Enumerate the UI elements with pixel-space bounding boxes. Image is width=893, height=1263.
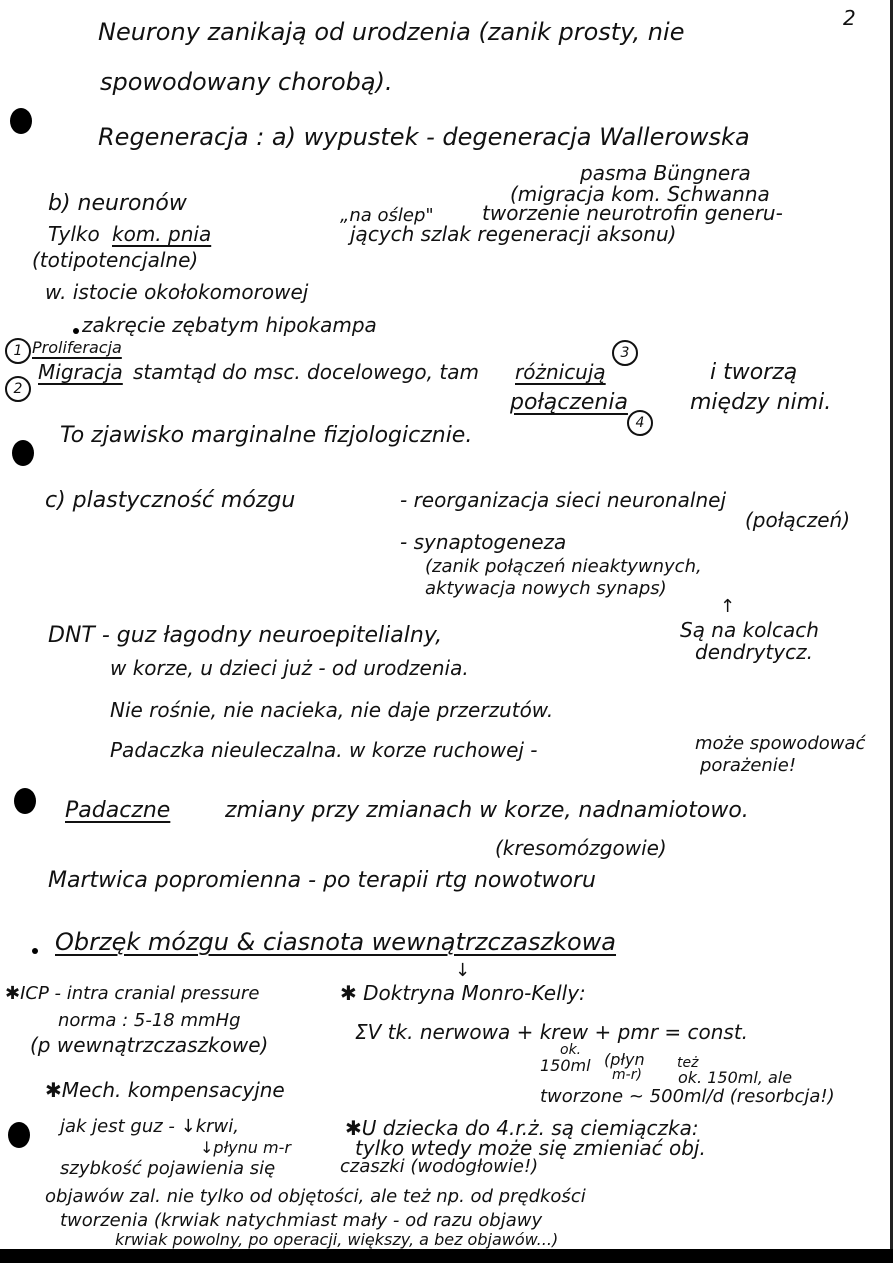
- note-line: - synaptogeneza: [400, 530, 567, 554]
- note-line: (totipotencjalne): [32, 248, 199, 272]
- circled-number-3: 3: [612, 340, 638, 366]
- note-line: - reorganizacja sieci neuronalnej: [400, 488, 726, 512]
- note-line: Nie rośnie, nie nacieka, nie daje przerzutów.: [110, 698, 554, 722]
- note-line: w. istocie okołokomorowej: [45, 280, 309, 304]
- note-line: tworzenie neurotrofin generu-: [482, 201, 783, 225]
- note-line: (kresomózgowie): [495, 836, 667, 860]
- note-line: ok. 150ml, ale: [678, 1068, 793, 1087]
- note-line: i tworzą: [710, 360, 798, 385]
- underlined-term: połączenia: [510, 390, 628, 415]
- note-line: „na oślep": [340, 205, 434, 226]
- arrow-down-icon: ↓: [455, 960, 471, 981]
- note-line: objawów zal. nie tylko od objętości, ale też np. od prędkości: [45, 1186, 586, 1207]
- note-line: jących szlak regeneracji aksonu): [350, 222, 677, 246]
- note-line: (zanik połączeń nieaktywnych,: [425, 556, 702, 577]
- arrow-up-icon: ↑: [720, 596, 736, 617]
- circled-number-2: 2: [5, 376, 31, 402]
- note-line: dendrytycz.: [695, 640, 813, 664]
- note-line: Padaczka nieuleczalna. w korze ruchowej -: [110, 738, 538, 762]
- note-line: (migracja kom. Schwanna: [510, 182, 770, 206]
- note-line: w korze, u dzieci już - od urodzenia.: [110, 656, 469, 680]
- circled-number-4: 4: [627, 410, 653, 436]
- page-number: 2: [843, 6, 856, 30]
- note-line: może spowodować: [695, 733, 866, 754]
- dot-icon: [32, 948, 38, 954]
- note-line: ΣV tk. nerwowa + krew + pmr = const.: [355, 1020, 749, 1044]
- note-line: między nimi.: [690, 390, 832, 415]
- note-line: krwiak powolny, po operacji, większy, a bez objawów...): [115, 1230, 559, 1249]
- note-line: porażenie!: [700, 755, 797, 776]
- note-line: Są na kolcach: [680, 618, 819, 642]
- note-line: (połączeń): [745, 508, 851, 532]
- note-line: zakręcie zębatym hipokampa: [82, 313, 377, 337]
- bullet-icon: [12, 440, 34, 466]
- note-line: (p wewnątrzczaszkowe): [30, 1033, 269, 1057]
- note-line: też: [677, 1055, 699, 1071]
- note-line: aktywacja nowych synaps): [425, 578, 667, 599]
- underlined-term: Proliferacja: [32, 338, 122, 357]
- dot-icon: [73, 328, 79, 334]
- note-line: tworzenia (krwiak natychmiast mały - od razu objawy: [60, 1210, 543, 1231]
- bullet-icon: [14, 788, 36, 814]
- note-line: Tylko: [48, 222, 100, 246]
- underlined-term: różnicują: [515, 360, 606, 384]
- scan-edge-bottom: [0, 1249, 893, 1263]
- underlined-term: Padaczne: [65, 798, 171, 823]
- circled-number-1: 1: [5, 338, 31, 364]
- note-line: jak jest guz - ↓krwi,: [60, 1116, 239, 1137]
- section-heading: Regeneracja : a) wypustek - degeneracja Wallerowska: [98, 123, 750, 151]
- section-heading: c) plastyczność mózgu: [45, 488, 296, 513]
- note-line: zmiany przy zmianach w korze, nadnamiotowo.: [225, 798, 749, 823]
- note-line: 150ml: [540, 1056, 591, 1075]
- section-heading: Obrzęk mózgu & ciasnota wewnątrzczaszkowa: [55, 928, 617, 956]
- note-line: tylko wtedy może się zmieniać obj.: [355, 1136, 706, 1160]
- note-line: tworzone ~ 500ml/d (resorbcja!): [540, 1086, 835, 1107]
- note-line: Martwica popromienna - po terapii rtg nowotworu: [48, 868, 596, 893]
- note-line: (płyn: [604, 1050, 645, 1069]
- underlined-term: Migracja: [38, 360, 123, 384]
- note-line: norma : 5-18 mmHg: [58, 1010, 241, 1031]
- note-line: b) neuronów: [48, 191, 187, 216]
- note-line: ↓płynu m-r: [200, 1138, 291, 1157]
- note-line: Neurony zanikają od urodzenia (zanik prosty, nie: [98, 18, 685, 46]
- note-line: ✱ICP - intra cranial pressure: [5, 983, 260, 1004]
- note-line: DNT - guz łagodny neuroepitelialny,: [48, 623, 443, 648]
- note-line: To zjawisko marginalne fizjologicznie.: [60, 423, 473, 448]
- note-line: m-r): [612, 1067, 642, 1083]
- note-line: ✱U dziecka do 4.r.ż. są ciemiączka:: [345, 1116, 699, 1140]
- underlined-term: kom. pnia: [112, 222, 212, 246]
- note-line: ✱ Doktryna Monro-Kelly:: [340, 981, 586, 1005]
- note-line: spowodowany chorobą).: [100, 68, 393, 96]
- note-line: ✱Mech. kompensacyjne: [45, 1078, 285, 1102]
- note-line: stamtąd do msc. docelowego, tam: [133, 360, 479, 384]
- note-line: szybkość pojawienia się: [60, 1158, 276, 1179]
- bullet-icon: [8, 1122, 30, 1148]
- note-line: pasma Büngnera: [580, 161, 751, 185]
- note-line: czaszki (wodogłowie!): [340, 1156, 539, 1177]
- bullet-icon: [10, 108, 32, 134]
- note-line: ok.: [560, 1042, 582, 1058]
